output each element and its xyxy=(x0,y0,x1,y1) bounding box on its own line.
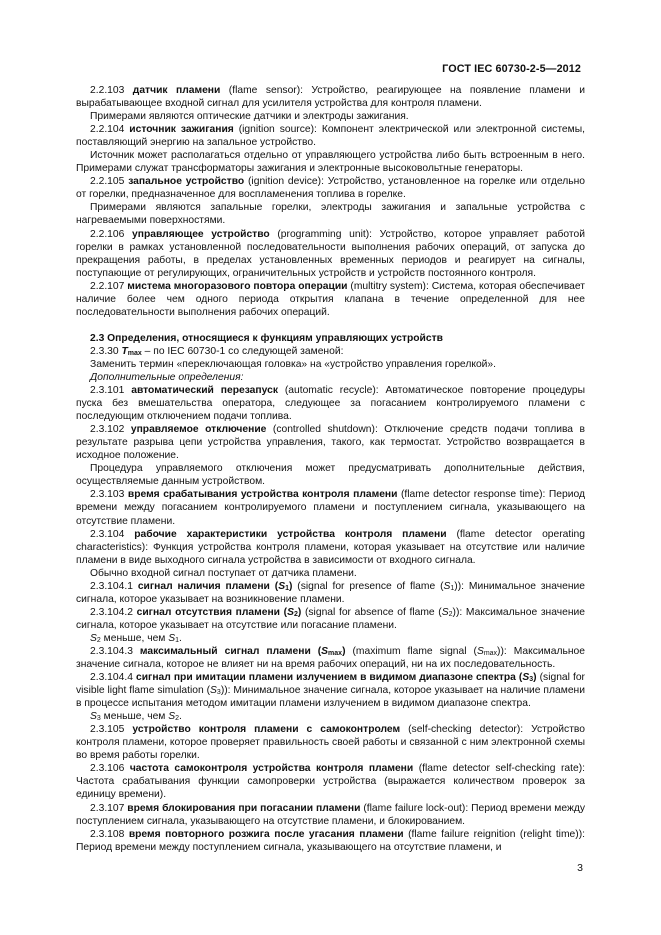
term-text: ) xyxy=(342,645,346,657)
paragraph-text: Обычно входной сигнал поступает от датчика пламени. xyxy=(90,567,357,579)
paragraph-text: (ignition source): Компонент электрической или электронной системы, поставляющий энергию на запальное устройство. xyxy=(76,124,585,149)
term-text: время повторного розжига после угасания пламени xyxy=(128,828,404,840)
term-text: max xyxy=(127,349,142,357)
paragraph-text: 2 xyxy=(175,715,180,723)
paragraph-text: (flame detector self-checking rate): Частота срабатывания функции самопроверки устройства (выражается количеством проверок за единицу времени). xyxy=(76,763,585,801)
paragraph-text: (flame detector operating characteristics): Функция устройства контроля пламени, которая указывает на отсутствие или наличие пламени в виде выходного сигнала устройства в зависимости от входного сигнала. xyxy=(76,528,586,566)
paragraph xyxy=(76,371,585,384)
paragraph-text: (signal for absence of flame ( xyxy=(301,606,442,618)
paragraph xyxy=(76,645,585,671)
paragraph-text: S xyxy=(168,632,176,644)
paragraph-text: )): Максимальное значение сигнала, которое указывает на отсутствие или погасание пламени. xyxy=(76,606,585,631)
term-text: сигнал отсутствия пламени ( xyxy=(136,606,288,618)
paragraph-text: 2.3.104.4 xyxy=(90,672,136,684)
paragraph-text: (controlled shutdown): Отключение средств подачи топлива в результате разрыва цепи устройства управления, такого, как термостат. Устройство возвращается в исходное положение. xyxy=(76,424,585,462)
paragraph-text: (multitry system): Система, которая обеспечивает наличие более чем одного периода открытия клапана в течение определенной для нее последовательности выполнения рабочих операций. xyxy=(76,280,586,318)
paragraph-text: 2.3.30 xyxy=(90,345,122,357)
term-text: сигнал при имитации пламени излучением в видимом диапазоне спектра ( xyxy=(135,672,523,684)
paragraph-text: (signal for visible light flame simulation ( xyxy=(76,672,585,697)
paragraph-text: (maximum flame signal ( xyxy=(345,645,477,657)
paragraph-text: 2.3.106 xyxy=(90,763,130,775)
paragraph-text: S xyxy=(441,606,449,618)
paragraph xyxy=(76,762,585,801)
paragraph xyxy=(76,358,585,371)
paragraph-text: 2.3.108 xyxy=(90,828,129,840)
paragraph-text: (flame sensor): Устройство, реагирующее на появление пламени и вырабатывающее входной сигнал для усилителя устройства для контроля пламени. xyxy=(76,85,585,110)
term-text: автоматический перезапуск xyxy=(131,385,278,397)
paragraph-text: (ignition device): Устройство, установленное на горелке или отдельно от горелки, предназначенное для воспламенения топлива в горелке. xyxy=(76,176,586,201)
paragraph-text: 2.3.104 xyxy=(90,528,135,540)
standard-header: ГОСТ IEC 60730-2-5—2012 xyxy=(442,63,581,75)
paragraph-text: 2.2.103 xyxy=(90,85,133,96)
paragraph-text: S xyxy=(168,711,176,723)
paragraph-text: 2.2.104 xyxy=(90,124,130,136)
paragraph-text: (signal for presence of flame ( xyxy=(292,580,444,592)
paragraph-text: – по IEC 60730-1 со следующей заменой: xyxy=(141,345,344,357)
paragraph-text: S xyxy=(210,685,217,697)
paragraph xyxy=(76,828,585,854)
term-text: частота самоконтроля устройства контроля пламени xyxy=(129,763,414,775)
paragraph xyxy=(76,110,585,123)
section-heading xyxy=(76,332,585,345)
term-text: max xyxy=(328,649,343,657)
paragraph-text: )): Минимальное значение сигнала, которое указывает на наличие пламени в процессе испытания методом имитации пламени излучением в видимом диапазоне спектра. xyxy=(76,685,585,710)
paragraph-text: 2.3.103 xyxy=(90,489,128,501)
paragraph-text: Примерами являются оптические датчики и электроды зажигания. xyxy=(90,111,409,123)
paragraph xyxy=(76,123,585,149)
term-text: сигнал наличия пламени ( xyxy=(137,580,279,592)
paragraph xyxy=(76,632,585,645)
paragraph-text: S xyxy=(90,632,97,644)
paragraph xyxy=(76,149,585,175)
paragraph xyxy=(76,84,585,110)
paragraph-text: 3 xyxy=(216,689,221,697)
paragraph xyxy=(76,423,585,462)
term-text: источник зажигания xyxy=(129,124,234,136)
paragraph-text: 1 xyxy=(450,584,455,592)
paragraph-text: Источник может располагаться отдельно от управляющего устройства либо быть встроенным в него. Примерами служат трансформаторы зажигания и электронные высоковольтные генераторы. xyxy=(76,150,585,175)
paragraph-text: (flame failure reignition (relight time)): Период времени между поступлением сигнала, указывающего на отсутствие пламени, и xyxy=(76,828,585,853)
paragraph-text: (automatic recycle): Автоматическое повторение процедуры пуска без вмешательства оператора, следующее за погасанием контролируемого пламени с последующим отключением подачи топлива. xyxy=(76,385,585,423)
paragraph-text: Дополнительные определения: xyxy=(90,371,244,383)
paragraph-text: 2.3.104.3 xyxy=(90,645,140,657)
term-text: S xyxy=(522,672,530,684)
paragraph-text: )): Минимальное значение сигнала, которое указывает на возникновение пламени. xyxy=(76,580,585,605)
paragraph-text: Примерами являются запальные горелки, электроды зажигания и запальные устройства с нагреваемыми поверхностями. xyxy=(76,202,585,227)
paragraph xyxy=(76,710,585,723)
paragraph xyxy=(76,802,585,828)
paragraph-text: Заменить термин «переключающая головка» на «устройство управления горелкой». xyxy=(90,358,497,370)
term-text: 2.3 Определения, относящиеся к функциям управляющих устройств xyxy=(90,332,443,344)
paragraph-text: (programming unit): Устройство, которое управляет работой горелки в рамках установленной последовательности выполнения рабочих операций, от запуска до прекращения работы, в пределах установленных временных периодов и реагирует на сигналы, поступающие от регулирующих, ограничительных устройств и устройств постоянного контроля. xyxy=(76,228,586,279)
paragraph-text: 3 xyxy=(96,715,101,723)
paragraph-text: 2.3.104.2 xyxy=(90,606,137,618)
paragraph-text: 1 xyxy=(175,636,180,644)
paragraph xyxy=(76,671,585,710)
paragraph-text: (flame failure lock-out): Период времени между поступлением сигнала, указывающего на отсутствие пламени, и блокированием. xyxy=(76,802,586,827)
paragraph-text: )): Максимальное значение сигнала, которое не влияет ни на время рабочих операций, ни на их последовательность. xyxy=(76,645,585,671)
paragraph-text: меньше, чем xyxy=(100,711,169,723)
paragraph-text: 2 xyxy=(448,610,453,618)
term-text: датчик пламени xyxy=(132,85,221,96)
term-text: 3 xyxy=(529,676,534,684)
term-text: ) xyxy=(288,580,293,592)
document-body xyxy=(76,84,585,854)
paragraph xyxy=(76,567,585,580)
term-text: 2 xyxy=(293,610,298,618)
paragraph-text: Процедура управляемого отключения может предусматривать дополнительные действия, осуществляемые данным устройством. xyxy=(76,463,585,488)
paragraph-text: 2.2.107 xyxy=(90,280,128,292)
paragraph-text: 2.3.101 xyxy=(90,385,132,397)
term-text: S xyxy=(287,606,294,618)
paragraph-text: 2.2.106 xyxy=(90,228,133,240)
paragraph-text: S xyxy=(443,580,451,592)
paragraph-text: S xyxy=(476,645,484,657)
term-text: мистема многоразового повтора операции xyxy=(127,280,348,292)
paragraph xyxy=(76,201,585,227)
paragraph-text: 2.3.102 xyxy=(90,424,131,436)
term-text: ) xyxy=(297,606,302,618)
term-text: запальное устройство xyxy=(128,176,245,188)
page-number: 3 xyxy=(577,862,583,874)
paragraph xyxy=(76,228,585,280)
term-text: устройство контроля пламени с самоконтролем xyxy=(132,724,401,736)
term-text: управляемое отключение xyxy=(130,424,267,436)
paragraph-text: 2.3.104.1 xyxy=(90,580,138,592)
paragraph xyxy=(76,606,585,632)
term-text: максимальный сигнал пламени ( xyxy=(139,645,322,657)
paragraph-text: (flame detector response time): Период времени между погасанием контролируемого пламени и поступлением сигнала, указывающего на отсутствие пламени. xyxy=(76,489,585,527)
term-text: ) xyxy=(533,672,537,684)
paragraph xyxy=(76,345,585,358)
term-text: S xyxy=(321,645,329,657)
term-text: 1 xyxy=(285,584,289,592)
term-text: рабочие характеристики устройства контроля пламени xyxy=(134,528,447,540)
paragraph-text: меньше, чем xyxy=(100,632,169,644)
paragraph-text: S xyxy=(90,711,97,723)
term-text: время блокирования при погасании пламени xyxy=(127,802,361,814)
paragraph xyxy=(76,280,585,319)
paragraph xyxy=(76,580,585,606)
paragraph xyxy=(76,528,585,567)
term-text: T xyxy=(121,345,128,357)
paragraph xyxy=(76,723,585,762)
paragraph xyxy=(76,462,585,488)
paragraph-text: max xyxy=(483,649,498,657)
paragraph-text: 2 xyxy=(96,636,101,644)
paragraph-text: . xyxy=(179,711,182,723)
paragraph-text: (self-checking detector): Устройство контроля пламени, которое проверяет правильность своей работы и связанной с ним электронной схемы во время работы горелки. xyxy=(76,724,585,762)
paragraph-text: 2.2.105 xyxy=(90,176,129,188)
paragraph-text: . xyxy=(179,632,182,644)
term-text: управляющее устройство xyxy=(132,228,270,240)
paragraph-text: 2.3.105 xyxy=(90,724,133,736)
paragraph xyxy=(76,175,585,201)
paragraph xyxy=(76,488,585,527)
term-text: S xyxy=(278,580,286,592)
paragraph xyxy=(76,384,585,423)
paragraph-text: 2.3.107 xyxy=(90,802,128,814)
term-text: время срабатывания устройства контроля пламени xyxy=(127,489,398,501)
